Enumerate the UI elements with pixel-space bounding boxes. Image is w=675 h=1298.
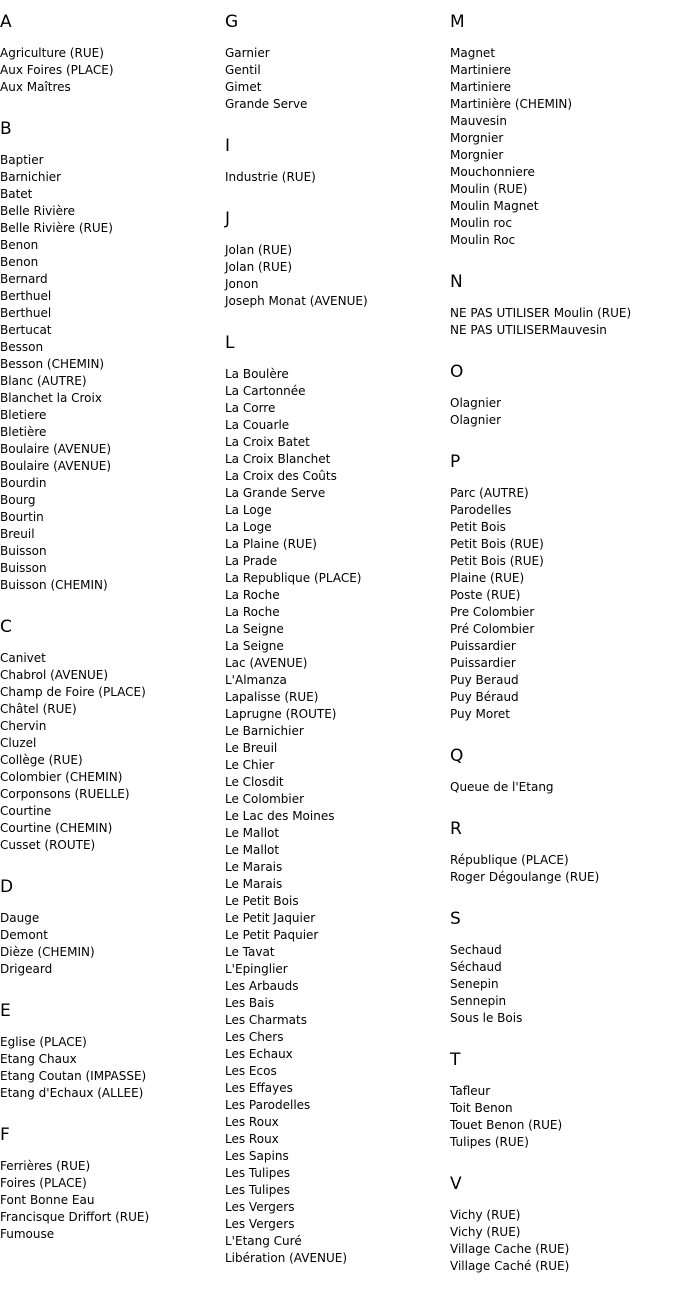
street-item: Bourg	[0, 493, 36, 507]
street-item: Vichy (RUE)	[450, 1208, 521, 1222]
letter-group	[450, 746, 672, 796]
street-item: Le Mallot	[225, 826, 280, 840]
letter-group	[450, 362, 672, 429]
street-item: Puy Beraud	[450, 673, 519, 687]
street-item: Mauvesin	[450, 114, 507, 128]
letter-group	[0, 617, 222, 854]
letter-heading: P	[450, 452, 461, 472]
street-item: Industrie (RUE)	[225, 170, 316, 184]
street-item: La Roche	[225, 588, 280, 602]
street-item: Les Roux	[225, 1132, 279, 1146]
letter-heading: R	[450, 819, 462, 839]
street-item: Lapalisse (RUE)	[225, 690, 319, 704]
street-item: Fumouse	[0, 1227, 55, 1241]
street-item: Font Bonne Eau	[0, 1193, 95, 1207]
street-item: Francisque Driffort (RUE)	[0, 1210, 150, 1224]
street-item: Etang Chaux	[0, 1052, 77, 1066]
street-item: Le Closdit	[225, 775, 284, 789]
index-column	[225, 12, 447, 1290]
letter-heading: F	[0, 1125, 10, 1145]
street-item: Benon	[0, 238, 39, 252]
street-item: Belle Rivière	[0, 204, 76, 218]
street-item: Gentil	[225, 63, 261, 77]
street-item: Batet	[0, 187, 33, 201]
street-item: Village Caché (RUE)	[450, 1259, 570, 1273]
street-item: Demont	[0, 928, 48, 942]
street-item: Dièze (CHEMIN)	[0, 945, 95, 959]
street-item: Le Petit Paquier	[225, 928, 319, 942]
street-item: Les Arbauds	[225, 979, 299, 993]
street-item: Baptier	[0, 153, 44, 167]
street-item: Les Effayes	[225, 1081, 293, 1095]
street-item: Olagnier	[450, 413, 502, 427]
street-item: Poste (RUE)	[450, 588, 521, 602]
street-item: La Prade	[225, 554, 278, 568]
street-item: Les Parodelles	[225, 1098, 311, 1112]
street-item: Buisson	[0, 561, 47, 575]
letter-group	[450, 819, 672, 886]
street-item: Buisson	[0, 544, 47, 558]
street-item: La Seigne	[225, 622, 284, 636]
letter-heading: V	[450, 1174, 462, 1194]
street-item: Moulin roc	[450, 216, 512, 230]
letter-heading: D	[0, 877, 14, 897]
street-item: Besson (CHEMIN)	[0, 357, 105, 371]
street-item: Courtine	[0, 804, 52, 818]
street-item: Eglise (PLACE)	[0, 1035, 87, 1049]
street-item: Gimet	[225, 80, 262, 94]
letter-group	[0, 12, 222, 96]
street-item: La Cartonnée	[225, 384, 306, 398]
street-item: Foires (PLACE)	[0, 1176, 87, 1190]
letter-group	[450, 12, 672, 249]
street-item: La Grande Serve	[225, 486, 326, 500]
street-item: Moulin Roc	[450, 233, 516, 247]
street-item: Canivet	[0, 651, 46, 665]
street-item: Les Chers	[225, 1030, 284, 1044]
street-item: Pre Colombier	[450, 605, 535, 619]
street-item: L'Almanza	[225, 673, 287, 687]
street-item: Laprugne (ROUTE)	[225, 707, 337, 721]
street-item: Roger Dégoulange (RUE)	[450, 870, 600, 884]
street-item: Drigeard	[0, 962, 53, 976]
street-item: Olagnier	[450, 396, 502, 410]
letter-heading: T	[450, 1050, 461, 1070]
letter-heading: J	[225, 209, 231, 229]
street-item: La Corre	[225, 401, 276, 415]
street-item: Queue de l'Etang	[450, 780, 554, 794]
street-item: Senepin	[450, 977, 499, 991]
street-item: Champ de Foire (PLACE)	[0, 685, 146, 699]
street-item: Bertucat	[0, 323, 52, 337]
letter-group	[0, 1125, 222, 1243]
street-item: Morgnier	[450, 148, 504, 162]
index-column	[0, 12, 222, 1266]
street-item: Parc (AUTRE)	[450, 486, 529, 500]
street-item: Les Ecos	[225, 1064, 277, 1078]
street-item: Bletiere	[0, 408, 47, 422]
letter-heading: B	[0, 119, 12, 139]
street-item: Jolan (RUE)	[225, 243, 293, 257]
street-item: Puy Béraud	[450, 690, 519, 704]
street-item: Puissardier	[450, 656, 516, 670]
street-item: Ferrières (RUE)	[0, 1159, 91, 1173]
street-item: NE PAS UTILISERMauvesin	[450, 323, 607, 337]
street-item: Mouchonniere	[450, 165, 535, 179]
street-item: Touet Benon (RUE)	[450, 1118, 563, 1132]
street-item: La Plaine (RUE)	[225, 537, 317, 551]
letter-group	[450, 272, 672, 339]
letter-group	[0, 119, 222, 594]
street-item: La Roche	[225, 605, 280, 619]
street-item: Martinière (CHEMIN)	[450, 97, 573, 111]
street-item: Village Cache (RUE)	[450, 1242, 570, 1256]
street-item: Le Petit Bois	[225, 894, 299, 908]
street-item: Aux Maîtres	[0, 80, 71, 94]
letter-group	[225, 12, 447, 113]
letter-heading: L	[225, 333, 235, 353]
street-item: Les Sapins	[225, 1149, 289, 1163]
letter-heading: G	[225, 12, 239, 32]
letter-heading: C	[0, 617, 12, 637]
street-item: Sechaud	[450, 943, 502, 957]
street-item: Berthuel	[0, 306, 52, 320]
street-item: Châtel (RUE)	[0, 702, 77, 716]
street-item: Breuil	[0, 527, 35, 541]
street-item: Bourdin	[0, 476, 47, 490]
street-item: Parodelles	[450, 503, 512, 517]
street-item: Grande Serve	[225, 97, 308, 111]
street-item: La Boulère	[225, 367, 289, 381]
street-item: Chervin	[0, 719, 47, 733]
letter-heading: N	[450, 272, 463, 292]
street-item: Bernard	[0, 272, 48, 286]
street-item: Les Tulipes	[225, 1166, 290, 1180]
street-item: Les Vergers	[225, 1200, 295, 1214]
street-item: Toit Benon	[450, 1101, 513, 1115]
street-item: Puissardier	[450, 639, 516, 653]
street-item: Le Chier	[225, 758, 275, 772]
street-item: Cusset (ROUTE)	[0, 838, 96, 852]
street-item: Bourtin	[0, 510, 44, 524]
index-column	[450, 12, 672, 1298]
street-item: NE PAS UTILISER Moulin (RUE)	[450, 306, 632, 320]
street-item: Chabrol (AVENUE)	[0, 668, 109, 682]
street-item: Berthuel	[0, 289, 52, 303]
street-item: Blanchet la Croix	[0, 391, 102, 405]
street-item: Séchaud	[450, 960, 502, 974]
street-item: La Croix Blanchet	[225, 452, 331, 466]
street-item: Dauge	[0, 911, 40, 925]
street-item: Lac (AVENUE)	[225, 656, 308, 670]
street-item: Agriculture (RUE)	[0, 46, 104, 60]
letter-group	[450, 452, 672, 723]
street-item: L'Etang Curé	[225, 1234, 302, 1248]
street-item: Cluzel	[0, 736, 37, 750]
street-item: Etang d'Echaux (ALLEE)	[0, 1086, 144, 1100]
street-item: Moulin (RUE)	[450, 182, 528, 196]
street-item: Tafleur	[450, 1084, 491, 1098]
street-item: Les Roux	[225, 1115, 279, 1129]
street-item: Les Vergers	[225, 1217, 295, 1231]
street-item: Courtine (CHEMIN)	[0, 821, 113, 835]
street-item: La Republique (PLACE)	[225, 571, 362, 585]
street-item: Le Marais	[225, 877, 283, 891]
street-item: Le Lac des Moines	[225, 809, 335, 823]
street-item: Bletière	[0, 425, 47, 439]
street-item: République (PLACE)	[450, 853, 569, 867]
letter-heading: M	[450, 12, 465, 32]
street-item: Libération (AVENUE)	[225, 1251, 348, 1265]
street-item: Barnichier	[0, 170, 62, 184]
street-item: Blanc (AUTRE)	[0, 374, 87, 388]
street-item: Jonon	[225, 277, 259, 291]
street-item: Etang Coutan (IMPASSE)	[0, 1069, 147, 1083]
letter-group	[450, 1174, 672, 1275]
street-item: Garnier	[225, 46, 270, 60]
street-item: Petit Bois (RUE)	[450, 554, 544, 568]
street-item: Martiniere	[450, 63, 512, 77]
street-item: Tulipes (RUE)	[450, 1135, 529, 1149]
street-item: Petit Bois	[450, 520, 506, 534]
letter-group	[0, 1001, 222, 1102]
letter-group	[450, 1050, 672, 1151]
street-item: Aux Foires (PLACE)	[0, 63, 114, 77]
street-item: La Loge	[225, 520, 272, 534]
street-item: Le Petit Jaquier	[225, 911, 316, 925]
letter-group	[0, 877, 222, 978]
street-item: Boulaire (AVENUE)	[0, 442, 112, 456]
letter-group	[225, 136, 447, 186]
letter-heading: Q	[450, 746, 464, 766]
street-item: Le Colombier	[225, 792, 305, 806]
letter-group	[450, 909, 672, 1027]
street-item: Besson	[0, 340, 44, 354]
street-item: Morgnier	[450, 131, 504, 145]
street-item: Plaine (RUE)	[450, 571, 525, 585]
street-item: Sous le Bois	[450, 1011, 523, 1025]
street-item: L'Epinglier	[225, 962, 288, 976]
street-item: Colombier (CHEMIN)	[0, 770, 123, 784]
letter-group	[225, 209, 447, 310]
street-item: Le Tavat	[225, 945, 275, 959]
street-item: La Seigne	[225, 639, 284, 653]
street-item: Les Charmats	[225, 1013, 307, 1027]
letter-group	[225, 333, 447, 1267]
street-item: La Croix des Coûts	[225, 469, 337, 483]
street-item: Benon	[0, 255, 39, 269]
letter-heading: E	[0, 1001, 11, 1021]
street-item: Vichy (RUE)	[450, 1225, 521, 1239]
street-item: Martiniere	[450, 80, 512, 94]
street-item: Les Echaux	[225, 1047, 293, 1061]
street-item: Joseph Monat (AVENUE)	[225, 294, 368, 308]
letter-heading: A	[0, 12, 12, 32]
street-item: Les Bais	[225, 996, 275, 1010]
street-item: Sennepin	[450, 994, 507, 1008]
street-item: Les Tulipes	[225, 1183, 290, 1197]
street-item: La Loge	[225, 503, 272, 517]
letter-heading: S	[450, 909, 461, 929]
street-item: Le Breuil	[225, 741, 278, 755]
street-item: Petit Bois (RUE)	[450, 537, 544, 551]
letter-heading: O	[450, 362, 464, 382]
street-item: La Croix Batet	[225, 435, 310, 449]
letter-heading: I	[225, 136, 231, 156]
street-item: Collège (RUE)	[0, 753, 83, 767]
street-item: Pré Colombier	[450, 622, 535, 636]
street-item: Belle Rivière (RUE)	[0, 221, 113, 235]
street-item: Moulin Magnet	[450, 199, 539, 213]
street-item: Le Marais	[225, 860, 283, 874]
street-item: La Couarle	[225, 418, 290, 432]
street-item: Boulaire (AVENUE)	[0, 459, 112, 473]
street-item: Jolan (RUE)	[225, 260, 293, 274]
street-item: Corponsons (RUELLE)	[0, 787, 130, 801]
street-item: Le Mallot	[225, 843, 280, 857]
street-item: Puy Moret	[450, 707, 510, 721]
street-item: Magnet	[450, 46, 496, 60]
street-item: Le Barnichier	[225, 724, 304, 738]
street-item: Buisson (CHEMIN)	[0, 578, 108, 592]
